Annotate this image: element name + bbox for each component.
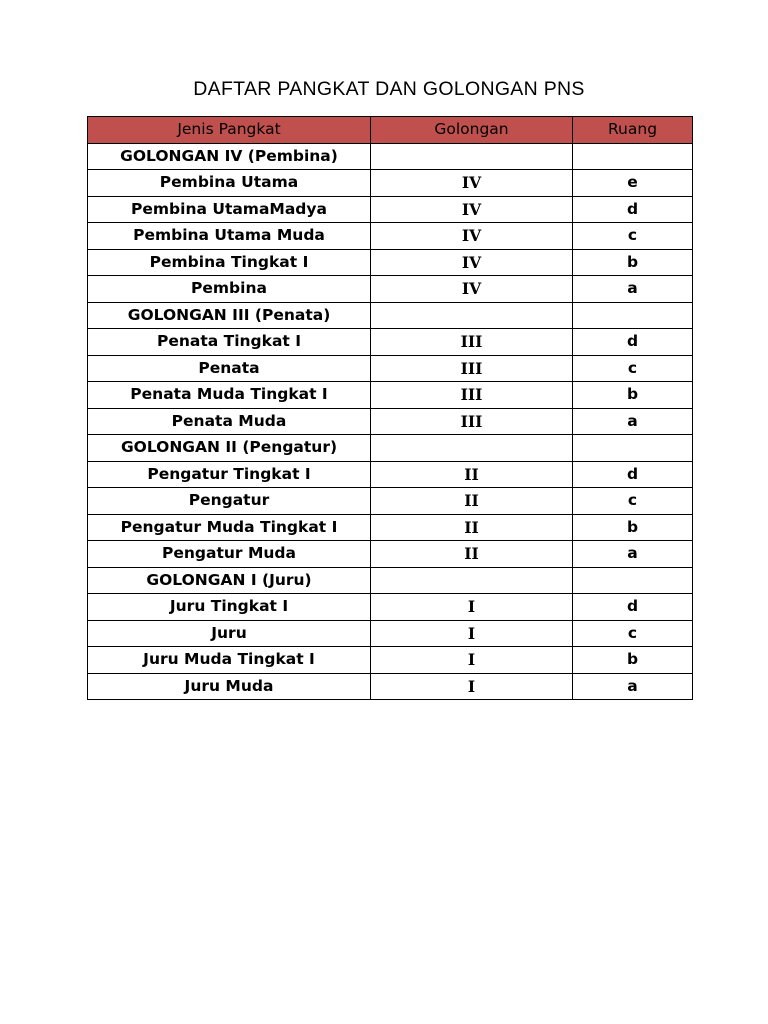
document-title: DAFTAR PANGKAT DAN GOLONGAN PNS (193, 78, 585, 100)
cell-ruang: c (573, 223, 693, 250)
table-body (88, 143, 693, 700)
table-row (88, 673, 693, 700)
cell-ruang: d (573, 329, 693, 356)
group-title: GOLONGAN III (Penata) (88, 302, 371, 329)
cell-ruang: b (573, 514, 693, 541)
table-row (88, 355, 693, 382)
cell-rank: Pengatur Muda (88, 541, 371, 568)
empty-cell (371, 567, 573, 594)
cell-golongan: III (371, 355, 573, 382)
cell-rank: Penata Tingkat I (88, 329, 371, 356)
header-golongan: Golongan (371, 117, 573, 144)
group-row (88, 302, 693, 329)
table-row (88, 329, 693, 356)
cell-rank: Pembina (88, 276, 371, 303)
cell-rank: Penata Muda Tingkat I (88, 382, 371, 409)
empty-cell (573, 143, 693, 170)
cell-rank: Juru Muda Tingkat I (88, 647, 371, 674)
cell-ruang: a (573, 541, 693, 568)
empty-cell (573, 302, 693, 329)
cell-ruang: b (573, 249, 693, 276)
cell-golongan: III (371, 408, 573, 435)
cell-ruang: a (573, 408, 693, 435)
cell-ruang: d (573, 461, 693, 488)
cell-golongan: III (371, 382, 573, 409)
table-row (88, 196, 693, 223)
table-row (88, 620, 693, 647)
empty-cell (371, 302, 573, 329)
group-title: GOLONGAN I (Juru) (88, 567, 371, 594)
cell-rank: Penata (88, 355, 371, 382)
cell-golongan: IV (371, 223, 573, 250)
table-row (88, 382, 693, 409)
cell-golongan: I (371, 594, 573, 621)
table-row (88, 249, 693, 276)
cell-golongan: II (371, 461, 573, 488)
cell-golongan: I (371, 673, 573, 700)
table-row (88, 223, 693, 250)
empty-cell (371, 143, 573, 170)
header-row (88, 117, 693, 144)
cell-rank: Pengatur (88, 488, 371, 515)
cell-ruang: b (573, 647, 693, 674)
table-row (88, 461, 693, 488)
cell-rank: Pengatur Tingkat I (88, 461, 371, 488)
group-row (88, 435, 693, 462)
cell-ruang: a (573, 673, 693, 700)
cell-rank: Pengatur Muda Tingkat I (88, 514, 371, 541)
cell-golongan: I (371, 620, 573, 647)
header-jenis-pangkat: Jenis Pangkat (88, 117, 371, 144)
header-ruang: Ruang (573, 117, 693, 144)
cell-ruang: c (573, 355, 693, 382)
rank-table (87, 116, 693, 700)
cell-ruang: d (573, 196, 693, 223)
cell-golongan: II (371, 488, 573, 515)
group-row (88, 567, 693, 594)
cell-ruang: a (573, 276, 693, 303)
empty-cell (371, 435, 573, 462)
empty-cell (573, 567, 693, 594)
group-title: GOLONGAN IV (Pembina) (88, 143, 371, 170)
group-row (88, 143, 693, 170)
cell-golongan: IV (371, 249, 573, 276)
cell-rank: Juru Tingkat I (88, 594, 371, 621)
cell-ruang: e (573, 170, 693, 197)
table-row (88, 514, 693, 541)
cell-golongan: III (371, 329, 573, 356)
table-row (88, 647, 693, 674)
cell-golongan: IV (371, 276, 573, 303)
cell-rank: Juru (88, 620, 371, 647)
table-row (88, 594, 693, 621)
table-row (88, 541, 693, 568)
empty-cell (573, 435, 693, 462)
cell-rank: Penata Muda (88, 408, 371, 435)
cell-rank: Pembina Tingkat I (88, 249, 371, 276)
cell-ruang: c (573, 620, 693, 647)
table-header (88, 117, 693, 144)
table-row (88, 170, 693, 197)
cell-golongan: I (371, 647, 573, 674)
cell-golongan: II (371, 514, 573, 541)
cell-rank: Juru Muda (88, 673, 371, 700)
cell-golongan: IV (371, 170, 573, 197)
group-title: GOLONGAN II (Pengatur) (88, 435, 371, 462)
cell-ruang: b (573, 382, 693, 409)
cell-rank: Pembina UtamaMadya (88, 196, 371, 223)
cell-golongan: II (371, 541, 573, 568)
table-row (88, 488, 693, 515)
table-row (88, 408, 693, 435)
table-row (88, 276, 693, 303)
cell-ruang: d (573, 594, 693, 621)
cell-rank: Pembina Utama Muda (88, 223, 371, 250)
cell-ruang: c (573, 488, 693, 515)
cell-rank: Pembina Utama (88, 170, 371, 197)
cell-golongan: IV (371, 196, 573, 223)
